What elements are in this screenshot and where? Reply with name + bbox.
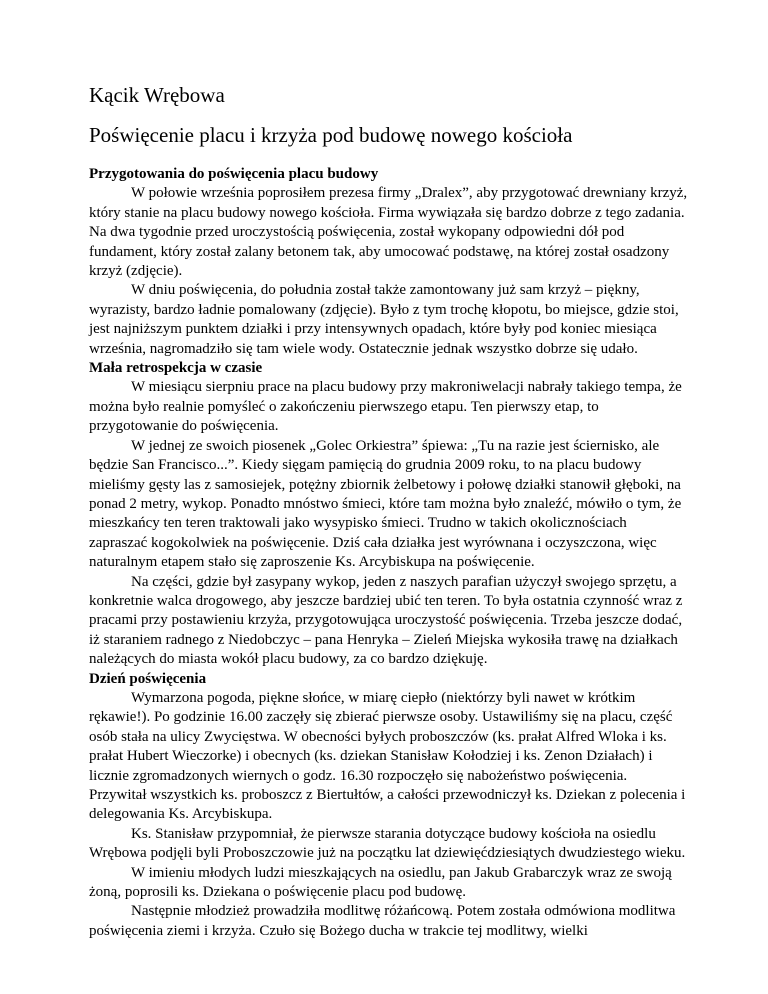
- paragraph: W imieniu młodych ludzi mieszkających na osiedlu, pan Jakub Grabarczyk wraz ze swoją żoną, poprosili ks. Dziekana o poświęcenie placu pod budowę.: [89, 864, 672, 901]
- document-subtitle: Poświęcenie placu i krzyża pod budowę nowego kościoła: [89, 123, 573, 147]
- document-body: [89, 165, 688, 941]
- paragraph: Następnie młodzież prowadziła modlitwę różańcową. Potem została odmówiona modlitwa poświęcenia ziemi i krzyża. Czuło się Bożego ducha w trakcie tej modlitwy, wielki: [89, 903, 676, 939]
- paragraph: W połowie września poprosiłem prezesa firmy „Dralex”, aby przygotować drewniany krzyż, który stanie na placu budowy nowego kościoła. Firma wywiązała się bardzo dobrze z tego zadania. Na dwa tygodnie przed uroczystością poświęcenia, został wykopany odpowiedni dół pod fundament, który został zalany betonem tak, aby umocować podstawę, na której został osadzony krzyż (zdjęcie).: [89, 185, 688, 280]
- paragraph: W miesiącu sierpniu prace na placu budowy przy makroniwelacji nabrały takiego tempa, że można było realnie pomyśleć o zakończeniu pierwszego etapu. Ten pierwszy etap, to przygotowanie do poświęcenia.: [89, 379, 682, 435]
- section-heading: Dzień poświęcenia: [89, 670, 207, 687]
- paragraph: W jednej ze swoich piosenek „Golec Orkiestra” śpiewa: „Tu na razie jest ściernisko, ale będzie San Francisco...”. Kiedy sięgam pamięcią do grudnia 2009 roku, to na placu budowy mieliśmy gęsty las z samosiejek, potężny zbiornik żelbetowy i połowę działki stanowił głęboki, na ponad 2 metry, wykop. Ponadto mnóstwo śmieci, które tam można było znaleźć, mówiło o tym, że mieszkańcy ten teren traktowali jako wysypisko śmieci. Trudno w takich okolicznościach zapraszać kogokolwiek na poświęcenie. Dziś cała działka jest wyrównana i oczyszczona, więc naturalnym etapem stało się zaproszenie Ks. Arcybiskupa na poświęcenie.: [89, 437, 682, 571]
- paragraph: Ks. Stanisław przypomniał, że pierwsze starania dotyczące budowy kościoła na osiedlu Wrębowa podjęli byli Proboszczowie już na początku lat dziewięćdziesiątych dwudziestego wieku.: [89, 825, 686, 862]
- section-heading: Przygotowania do poświęcenia placu budowy: [89, 166, 379, 182]
- paragraph: W dniu poświęcenia, do południa został także zamontowany już sam krzyż – piękny, wyrazisty, bardzo ładnie pomalowany (zdjęcie). Było z tym trochę kłopotu, bo miejsce, gdzie stoi, jest najniższym punktem działki i przy intensywnych opadach, które były pod koniec miesiąca września, nagromadziło się tam wiele wody. Ostatecznie jednak wszystko dobrze się udało.: [89, 282, 679, 357]
- paragraph: Wymarzona pogoda, piękne słońce, w miarę ciepło (niektórzy byli nawet w krótkim rękawie!). Po godzinie 16.00 zaczęły się zbierać pierwsze osoby. Ustawiliśmy się na placu, część osób stała na ulicy Zwycięstwa. W obecności byłych proboszczów (ks. prałat Alfred Wloka i ks. prałat Hubert Wieczorke) i obecnych (ks. dziekan Stanisław Kołodziej i ks. Zenon Działach) i licznie zgromadzonych wiernych o godz. 16.30 rozpoczęło się nabożeństwo poświęcenia. Przywitał wszystkich ks. proboszcz z Biertułtów, a całości przewodniczył ks. Dziekan z polecenia i delegowania Ks. Arcybiskupa.: [89, 689, 686, 823]
- paragraph: Na części, gdzie był zasypany wykop, jeden z naszych parafian użyczył swojego sprzętu, a konkretnie walca drogowego, aby jeszcze bardziej ubić ten teren. To była ostatnia czynność wraz z pracami przy postawieniu krzyża, przygotowująca uroczystość poświęcenia. Trzeba jeszcze dodać, iż staraniem radnego z Niedobczyc – pana Henryka – Zieleń Miejska wykosiła trawę na działkach należących do miasta wokół placu budowy, za co bardzo dziękuję.: [89, 573, 683, 668]
- section-heading: Mała retrospekcja w czasie: [89, 360, 263, 377]
- document-title: Kącik Wrębowa: [89, 83, 225, 107]
